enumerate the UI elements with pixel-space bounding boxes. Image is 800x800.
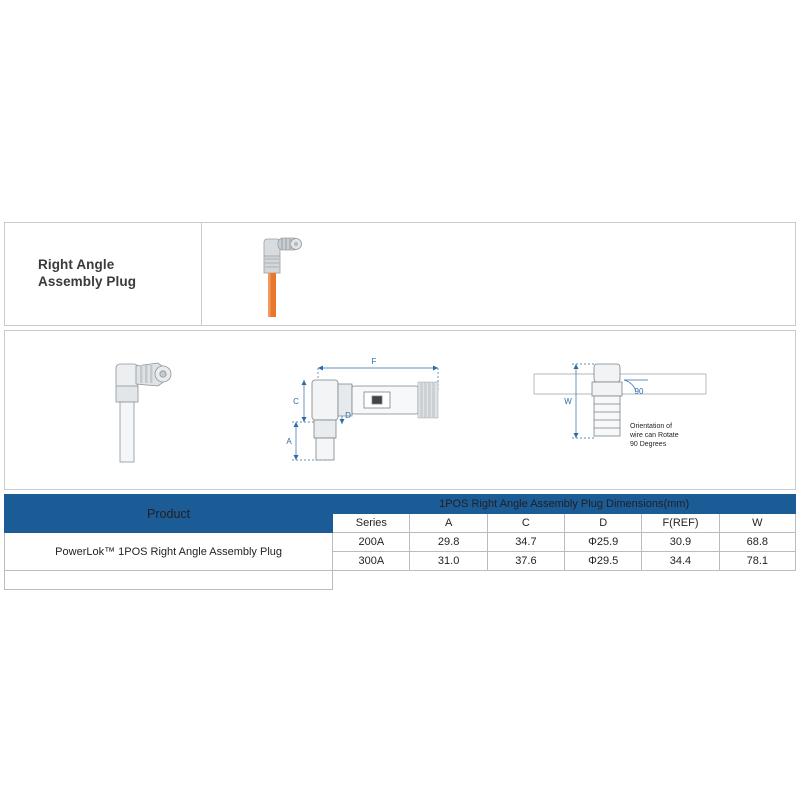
cell-c: 37.6 <box>487 552 564 571</box>
cell-d: Φ29.5 <box>565 552 642 571</box>
dim-label-a: A <box>286 437 292 446</box>
footer-spacer <box>410 571 487 590</box>
col-c: C <box>487 514 564 533</box>
footer-spacer <box>565 571 642 590</box>
dim-label-f: F <box>371 357 377 366</box>
dim-label-d: D <box>345 411 351 420</box>
dim-label-angle: 90 <box>634 387 644 396</box>
col-a: A <box>410 514 487 533</box>
cell-fref: 30.9 <box>642 533 719 552</box>
footer-spacer <box>333 571 410 590</box>
cell-w: 78.1 <box>719 552 795 571</box>
perspective-drawing <box>96 350 216 480</box>
header-product-photo <box>248 228 358 320</box>
footer-spacer <box>642 571 719 590</box>
header-product: Product <box>5 495 333 533</box>
header-dimensions: 1POS Right Angle Assembly Plug Dimensions(mm) <box>333 495 796 514</box>
note-line2: wire can Rotate <box>630 432 679 439</box>
cell-c: 34.7 <box>487 533 564 552</box>
col-d: D <box>565 514 642 533</box>
cell-w: 68.8 <box>719 533 795 552</box>
col-fref: F(REF) <box>642 514 719 533</box>
cell-a: 31.0 <box>410 552 487 571</box>
footer-spacer <box>719 571 795 590</box>
product-name: PowerLok™ 1POS Right Angle Assembly Plug <box>5 533 333 571</box>
page-title-line1: Right Angle <box>38 257 115 272</box>
cell-series: 300A <box>333 552 410 571</box>
footer-spacer <box>487 571 564 590</box>
table-header-row <box>5 495 796 514</box>
cell-fref: 34.4 <box>642 552 719 571</box>
col-w: W <box>719 514 795 533</box>
table-footer-row <box>5 571 796 590</box>
header-divider <box>201 223 202 325</box>
cell-series: 200A <box>333 533 410 552</box>
footer-cell <box>5 571 333 590</box>
dimension-drawing-side <box>286 350 466 480</box>
dim-label-c: C <box>293 397 299 406</box>
table-row <box>5 533 796 552</box>
col-series: Series <box>333 514 410 533</box>
note-line3: 90 Degrees <box>630 441 667 448</box>
dimensions-table <box>4 494 796 590</box>
dim-label-w: W <box>564 397 572 406</box>
note-line1: Orientation of <box>630 423 673 430</box>
page-title <box>38 256 188 290</box>
cell-a: 29.8 <box>410 533 487 552</box>
cell-d: Φ25.9 <box>565 533 642 552</box>
page-title-line2: Assembly Plug <box>38 274 137 289</box>
rotation-drawing <box>520 350 720 485</box>
